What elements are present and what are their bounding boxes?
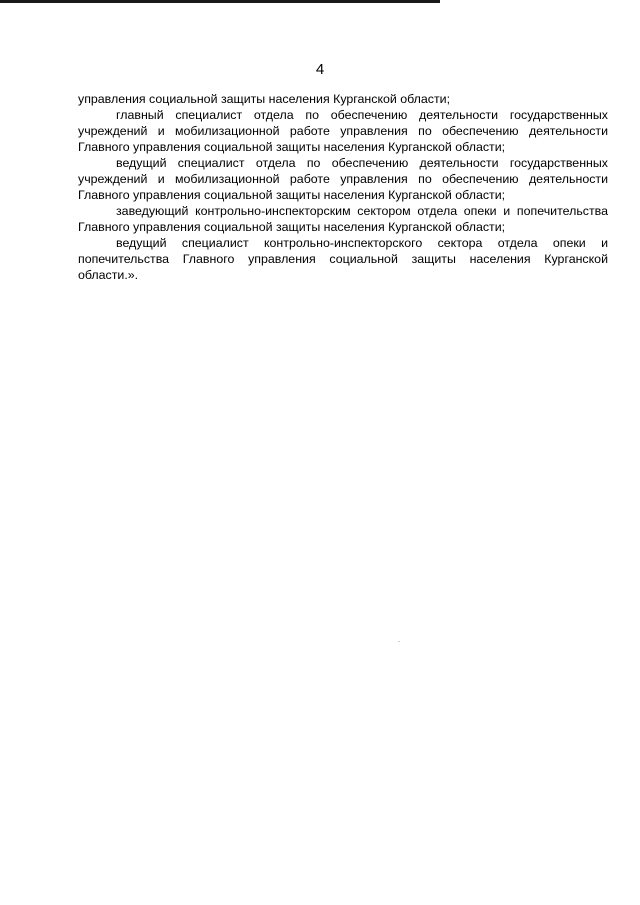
paragraph-continuation: управления социальной защиты населения Курганской области; [78, 92, 451, 106]
page-number: 4 [315, 61, 325, 78]
paragraph-sector-leading-specialist: ведущий специалист контрольно-инспекторского сектора отдела опеки и попечительства Главного управления социальной защиты населения Курганской области.». [78, 236, 608, 282]
paragraph-chief-specialist: главный специалист отдела по обеспечению деятельности государственных учреждений и мобилизационной работе управления по обеспечению деятельности Главного управления социальной защиты населения Курганской области; [78, 108, 608, 154]
paragraph-leading-specialist: ведущий специалист отдела по обеспечению деятельности государственных учреждений и мобилизационной работе управления по обеспечению деятельности Главного управления социальной защиты населения Курганской области; [78, 156, 608, 202]
scan-speck [398, 641, 400, 642]
paragraph-sector-head: заведующий контрольно-инспекторским сектором отдела опеки и попечительства Главного управления социальной защиты населения Курганской области; [78, 204, 608, 234]
document-body [78, 91, 608, 283]
scan-top-border [0, 0, 440, 3]
